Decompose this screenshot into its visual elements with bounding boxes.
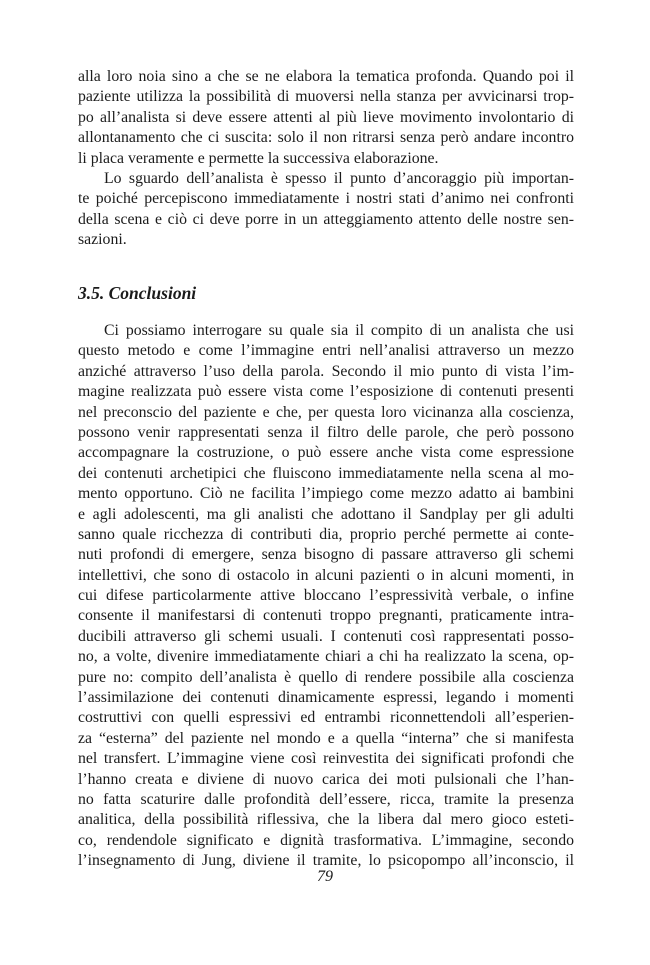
text-line: magine realizzata può essere vista come l’esposizione di contenuti presenti [78, 383, 574, 401]
text-line: ducibili attraverso gli schemi usuali. I contenuti così rappresentati posso- [78, 627, 574, 645]
text-line: alla loro noia sino a che se ne elabora la tematica profonda. Quando poi il [78, 68, 574, 85]
text-line: anziché attraverso l’uso della parola. Secondo il mio punto di vista l’im- [78, 362, 574, 380]
text-line: po all’analista si deve essere attenti al più lieve movimento involontario di [78, 108, 574, 126]
text-line: e agli adolescenti, ma gli analisti che adottano il Sandplay per gli adulti [78, 505, 574, 523]
text-line: l’assimilazione dei contenuti dinamicamente espressi, legando i momenti [78, 689, 574, 707]
paragraph-1 [78, 67, 574, 169]
text-line: allontanamento che ci suscita: solo il non ritrarsi senza però andare incontro [78, 129, 574, 147]
paragraph-2 [78, 169, 574, 251]
text-line: della scena e ciò ci deve porre in un atteggiamento attento delle nostre sen- [78, 210, 574, 228]
text-line: Lo sguardo dell’analista è spesso il punto d’ancoraggio più importan- [104, 170, 574, 187]
text-line: l’insegnamento di Jung, diviene il tramite, lo psicopompo all’inconscio, il [78, 852, 574, 870]
text-line: questo metodo e come l’immagine entri nell’analisi attraverso un mezzo [78, 342, 574, 360]
text-line: no fatta scaturire dalle profondità dell’essere, ricca, tramite la presenza [78, 790, 574, 808]
text-line: costruttivi con quelli espressivi ed entrambi riconnettendoli all’esperien- [78, 709, 574, 727]
text-line: mento opportuno. Ciò ne facilita l’impiego come mezzo adatto ai bambini [78, 485, 574, 503]
text-line: accompagnare la costruzione, o può essere anche vista come espressione [78, 444, 574, 462]
text-line: sanno quale ricchezza di contributi dia, proprio perché permette ai conte- [78, 525, 574, 543]
text-line: intellettivi, che sono di ostacolo in alcuni pazienti o in alcuni momenti, in [78, 566, 574, 584]
text-line: possono venir rappresentati senza il filtro delle parole, che però possono [78, 423, 574, 441]
text-line: cui difese particolarmente attive bloccano l’espressività verbale, o infine [78, 587, 574, 605]
page-number: 79 [317, 868, 333, 885]
text-line: dei contenuti archetipici che fluiscono immediatamente nella scena al mo- [78, 464, 574, 482]
text-line: co, rendendole significato e dignità trasformativa. L’immagine, secondo [78, 831, 574, 849]
paragraph-3 [78, 321, 574, 872]
text-line: nel transfert. L’immagine viene così reinvestita dei significati profondi che [78, 750, 574, 768]
text-line: sazioni. [78, 231, 127, 249]
text-line: pure no: compito dell’analista è quello di rendere possibile alla coscienza [78, 668, 574, 686]
text-line: nel preconscio del paziente e che, per questa loro vicinanza alla coscienza, [78, 403, 574, 421]
text-line: Ci possiamo interrogare su quale sia il compito di un analista che usi [104, 322, 574, 339]
text-line: za “esterna” del paziente nel mondo e a quella “interna” che si manifesta [78, 729, 574, 747]
text-line: li placa veramente e permette la successiva elaborazione. [78, 149, 439, 167]
text-line: te poiché percepiscono immediatamente i nostri stati d’animo nei confronti [78, 190, 574, 208]
text-line: no, a volte, divenire immediatamente chiari a chi ha realizzato la scena, op- [78, 648, 574, 666]
text-line: l’hanno creata e diviene di nuovo carica dei moti pulsionali che l’han- [78, 770, 574, 788]
section-heading: 3.5. Conclusioni [78, 283, 197, 303]
text-line: analitica, della possibilità riflessiva, che la libera dal mero gioco esteti- [78, 811, 574, 829]
text-line: nuti profondi di emergere, senza bisogno di passare attraverso gli schemi [78, 546, 574, 564]
text-line: consente il manifestarsi di contenuti troppo pregnanti, praticamente intra- [78, 607, 574, 625]
text-line: paziente utilizza la possibilità di muoversi nella stanza per avvicinarsi trop- [78, 88, 574, 106]
